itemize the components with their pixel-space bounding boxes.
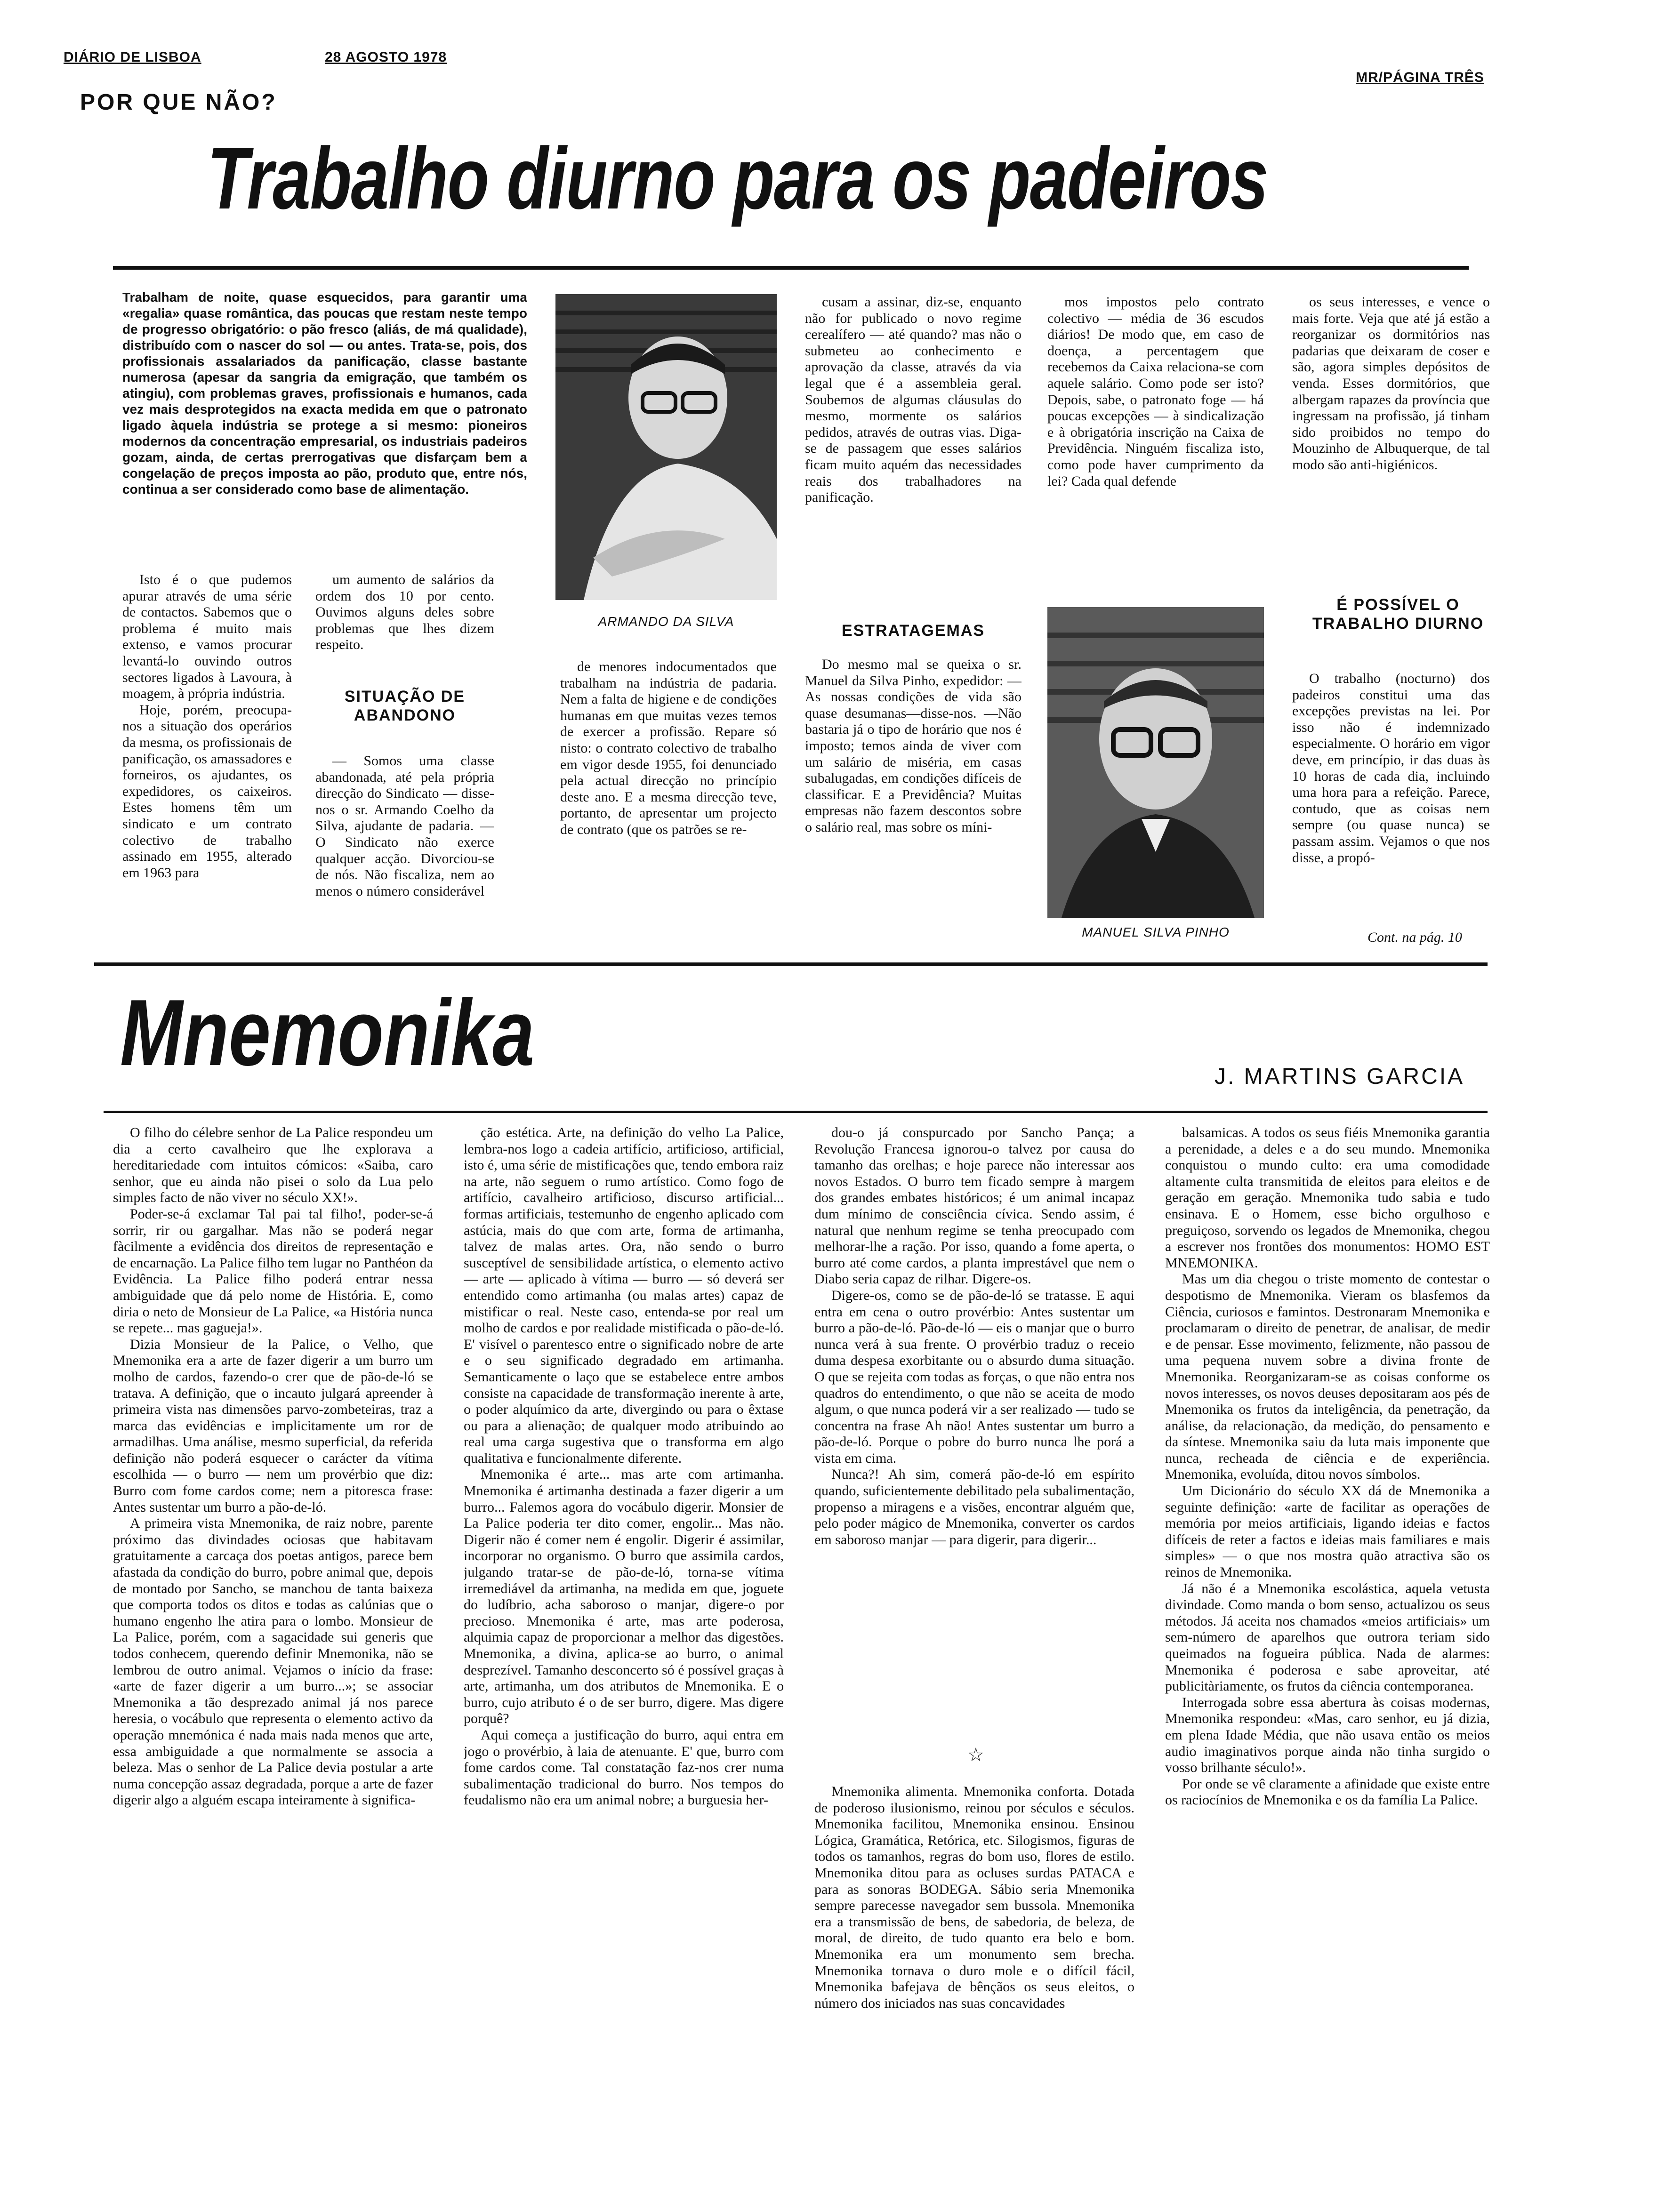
paragraph: Interrogada sobre essa abertura às coisas modernas, Mnemonika respondeu: «Mas, caro senhor, eu já dizia, em plena Idade Média, que não usava então os meios audio imaginativos porque ainda não tinha surgido o vosso brilhante século!». (1165, 1694, 1490, 1776)
kicker: POR QUE NÃO? (80, 90, 277, 115)
newspaper-name: DIÁRIO DE LISBOA (64, 49, 201, 65)
lead-paragraph (122, 289, 527, 555)
paragraph: mos impostos pelo contrato colectivo — média de 36 escudos diários! De modo que, em caso de doença, a percentagem que recebemos da Caixa relaciona-se com aquele salário. Como pode ser isto? Depois, sabe, o patronato foge — há poucas excepções — à sindicalização e à obrigatória inscrição na Caixa de Previdência. Ninguém fiscaliza isto, como pode haver cumprimento da lei? Cada qual defende (1047, 294, 1264, 489)
article1-col4b (805, 657, 1022, 951)
paragraph: O filho do célebre senhor de La Palice respondeu um dia a certo cavalheiro que lhe explorava a hereditariedade com intuitos cómicos: «Saiba, caro senhor, que eu ainda não pisei o solo da Lua pelo simples facto de não viver no século XX!». (113, 1125, 433, 1206)
mnemonika-rule (104, 1111, 1488, 1113)
paragraph: um aumento de salários da ordem dos 10 por cento. Ouvimos alguns deles sobre problemas que lhes dizem respeito. (315, 572, 494, 653)
paragraph: Poder-se-á exclamar Tal pai tal filho!, poder-se-á sorrir, rir ou gargalhar. Mas não se poderá negar fàcilmente a evidência dos direitos de representação e de encarnação. La Palice filho tem lugar no Panthéon da Evidência. La Palice filho poderá entrar nessa ambiguidade que dá pelo nome de História. E, como diria o neto de Monsieur de La Palice, «a História nunca se repete... mas gagueja!». (113, 1206, 433, 1336)
subheading-possivel: É POSSÍVEL O TRABALHO DIURNO (1312, 596, 1484, 633)
page-label: MR/PÁGINA TRÊS (1356, 70, 1484, 85)
mnemonika-title: Mnemonika (120, 980, 535, 1085)
article1-col2 (315, 572, 494, 666)
paragraph: Mnemonika é arte... mas arte com artimanha. Mnemonika é artimanha destinada a fazer digerir a um burro... Falemos agora do vocábulo digerir. Monsier de La Palice poderia ter dito comer, engolir... Mas não. Digerir não é comer nem é engolir. Digerir é assimilar, incorporar no organismo. O burro que assimila cardos, julgando tratar-se de pão-de-ló, torna-se vítima irremediável da artimanha, na medida em que, joguete do ludíbrio, acha saboroso o manjar, digere-o por precioso. Mnemonika é arte, mas arte poderosa, alquimia capaz de proporcionar a melhor das digestões. Mnemonika, a divina, aplica-se ao burro, o animal desprezível. Tamanho desconcerto só é possível graças à arte, artimanha, um dos atributos de Mnemonika. E o burro, cujo atributo é o de ser burro, digere. Mas digere porquê? (464, 1467, 784, 1727)
paragraph: Mas um dia chegou o triste momento de contestar o despotismo de Mnemonika. Vieram os blasfemos da Ciência, curiosos e famintos. Destronaram Mnemonika e proclamaram o direito de penetrar, de analisar, de medir e de pensar. Esse movimento, felizmente, não passou de uma pequena nuvem sobre a divina fronte de Mnemonika. Reorganizaram-se as coisas conforme os novos interesses, os novos deuses depositaram aos pés de Mnemonika os frutos da inteligência, da penetração, da análise, da relacionação, da medição, do pensamento e da síntese. Mnemonika saiu da luta mais imponente que nunca, recheada de ciência e de experiência. Mnemonika, evoluída, ditou novos símbolos. (1165, 1271, 1490, 1483)
paragraph: Mnemonika alimenta. Mnemonika conforta. Dotada de poderoso ilusionismo, reinou por séculos e séculos. Mnemonika facilitou, Mnemonika ensinou. Ensinou Lógica, Gramática, Retórica, etc. Silogismos, figuras de todos os tamanhos, regras do bom uso, flores de estilo. Mnemonika ditou para as ocluses surdas PATACA e para as sonoras BODEGA. Sábio seria Mnemonika sempre parecesse navegador sem bussola. Mnemonika era a transmissão de bens, de sabedoria, de beleza, de moral, de direito, de tudo quanto era belo e bom. Mnemonika era um monumento sem brecha. Mnemonika tornava o duro mole e o difícil fácil, Mnemonika bafejava de bênçãos os seus eleitos, o número dos iniciados nas suas concavidades (814, 1784, 1134, 2011)
subheading-situacao: SITUAÇÃO DE ABANDONO (344, 688, 466, 724)
paragraph: Do mesmo mal se queixa o sr. Manuel da Silva Pinho, expedidor: — As nossas condições de vida são quase desumanas—disse-nos. —Não bastaria já o tipo de horário que nos é imposto; temos ainda de viver com um salário de miséria, em casas subalugadas, em condições difíceis de classificar. E a Previdência? Muitas empresas não fazem descontos sobre o salário real, mas sobre os míni- (805, 657, 1022, 835)
mnemonika-col3 (814, 1125, 1134, 1737)
paragraph: Por onde se vê claramente a afinidade que existe entre os raciocínios de Mnemonika e os da família La Palice. (1165, 1776, 1490, 1808)
paragraph: Digere-os, como se de pão-de-ló se tratasse. E aqui entra em cena o outro provérbio: Antes sustentar um burro a pão-de-ló. Pão-de-ló — eis o manjar que o burro nunca verá à sua frente. O provérbio traduz o receio duma despesa exorbitante ou o absurdo duma situação. O que se rejeita com todas as forças, o que não entra nos quadros do entendimento, o que não se aceita de modo algum, o que nunca poderá vir a ser realizado — tudo se concentra na frase Ah não! Antes sustentar um burro a pão-de-ló. Porque o pobre do burro nunca lhe porá a vista em cima. (814, 1287, 1134, 1466)
section-divider (94, 962, 1488, 966)
paragraph: — Somos uma classe abandonada, até pela própria direcção do Sindicato — disse-nos o sr. Armando Coelho da Silva, ajudante de padaria. — O Sindicato não exerce qualquer acção. Divorciou-se de nós. Não fiscaliza, nem ao menos o número considerável (315, 753, 494, 899)
photo-armando-da-silva (555, 294, 777, 600)
paragraph: Já não é a Mnemonika escolástica, aquela vetusta divindade. Como manda o bom senso, actualizou os seus métodos. Já aceita nos chamados «meios artificiais» um sem-número de aparelhos que outrora teriam sido queimados na fogueira pública. Nada de alarmes: Mnemonika é poderosa e sabe aproveitar, até publicitàriamente, os frutos da ciência contemporanea. (1165, 1580, 1490, 1694)
paragraph: Hoje, porém, preocupa-nos a situação dos operários da mesma, os profissionais de panificação, os amassadores e forneiros, os ajudantes, os expedidores, os caixeiros. Estes homens têm um sindicato e um contrato colectivo de trabalho assinado em 1955, alterado em 1963 para (122, 702, 292, 881)
article1-col6 (1292, 294, 1490, 572)
paragraph: balsamicas. A todos os seus fiéis Mnemonika garantia a perenidade, a deles e a do seu mundo. Mnemonika conquistou o mundo culto: era uma comodidade altamente culta transmitida de eleitos para eleitos e de geração em geração. Mnemonika tudo sabia e tudo ensinava. E o Homem, esse bicho orgulhoso e preguiçoso, sorvendo os legados de Mnemonika, chegou a escrever nos frontões dos monumentos: HOMO EST MNEMONIKA. (1165, 1125, 1490, 1271)
article1-col2b (315, 753, 494, 951)
paragraph: cusam a assinar, diz-se, enquanto não for publicado o novo regime cerealífero — até quando? mas não o submeteu ao conhecimento e aprovação da classe, através da via legal que é a assembleia geral. Soubemos de algumas cláusulas do mesmo, mormente os salários pedidos, através de outras vias. Diga-se de passagem que esses salários ficam muito aquém das necessidades reais dos trabalhadores na panificação. (805, 294, 1022, 505)
caption-armando: ARMANDO DA SILVA (598, 614, 734, 629)
headline-rule (113, 266, 1469, 270)
article1-col5 (1047, 294, 1264, 595)
mnemonika-col1 (113, 1125, 433, 2151)
issue-date: 28 AGOSTO 1978 (325, 49, 447, 65)
article1-col1 (122, 572, 292, 948)
mnemonika-col4 (1165, 1125, 1490, 2151)
paragraph: Dizia Monsieur de la Palice, o Velho, que Mnemonika era a arte de fazer digerir a um burro um molho de cardos, fazendo-o crer que de pão-de-ló se tratava. A definição, que o incauto julgará apreender à primeira vista nas dimensões parvo-zombeteiras, traz a marca das evidências e implicitamente um ror de armadilhas. Uma análise, mesmo superficial, da referida definição não poderá esquecer o carácter da vítima escolhida — o burro — nem um provérbio que diz: Burro com fome cardos come; nem a pitoresca frase: Antes sustentar um burro a pão-de-ló. (113, 1336, 433, 1515)
article1-col4 (805, 294, 1022, 614)
subheading-estratagemas: ESTRATAGEMAS (841, 622, 985, 640)
paragraph: Um Dicionário do século XX dá de Mnemonika a seguinte definição: «arte de facilitar as operações de memória por meios artificiais, ligando ideias e factos difíceis de reter a factos e ideias mais familiares e mais simples» — o que nos mostra quão atractiva são os reinos de Mnemonika. (1165, 1483, 1490, 1580)
mnemonika-col3b (814, 1784, 1134, 2151)
continuation-note: Cont. na pág. 10 (1367, 930, 1462, 945)
paragraph: ção estética. Arte, na definição do velho La Palice, lembra-nos logo a cadeia artifício, artificioso, artificial, isto é, uma série de mistificações que, tendo embora raiz na arte, não seguem o rumo artístico. Como fogo de artifício, cavalheiro artificioso, discurso artificial... formas artificiais, testemunho de engenho aplicado com astúcia, mais do que com arte, forma de artimanha, talvez de malas artes. Ora, não sendo o burro susceptível de sensibilidade artística, o elemento activo — arte — aplicado à vítima — burro — só deverá ser entendido como artimanha (ou malas artes) capaz de mistificar o real. Neste caso, entenda-se por real um molho de cardos e por realidade mistificada o pão-de-ló. E' visível o parentesco entre o significado nobre de arte e o seu significado degradado em artimanha. Semanticamente o laço que se estabelece entre ambos consiste na capacidade de transformação inerente à arte, o poder alquímico da arte, divergindo ou para o êxtase ou para a alienação; de qualquer modo atribuindo ao real uma carga sugestiva que o transforma em algo qualitativa e funcionalmente diferente. (464, 1125, 784, 1466)
paragraph: Nunca?! Ah sim, comerá pão-de-ló em espírito quando, suficientemente debilitado pela subalimentação, propenso a miragens e a visões, encontrar alguém que, pelo poder mágico de Mnemonika, converter os cardos em saboroso manjar — para digerir, para digerir... (814, 1467, 1134, 1547)
paragraph: O trabalho (nocturno) dos padeiros constitui uma das excepções previstas na lei. Por isso não é indemnizado especialmente. O horário em vigor deve, em princípio, ir das duas às 10 horas de cada dia, incluindo uma hora para a refeição. Parece, contudo, que as coisas nem sempre (ou quase nunca) se passam assim. Vejamos o que nos disse, a propó- (1292, 671, 1490, 866)
headline: Trabalho diurno para os padeiros (207, 130, 1268, 227)
paragraph: os seus interesses, e vence o mais forte. Veja que até já estão a reorganizar os dormitórios nas padarias que deixaram de coser e são, agora simples depósitos de venda. Esses dormitórios, que albergam rapazes da província que ingressam na profissão, já tinham sido proibidos no tempo do Mouzinho de Albuquerque, de tal modo são anti-higiénicos. (1292, 294, 1490, 473)
paragraph: dou-o já conspurcado por Sancho Pança; a Revolução Francesa ignorou-o talvez por causa do tamanho das orelhas; e hoje parece não interessar aos novos Estados. O burro tem ficado sempre à margem dos grandes embates históricos; é um animal incapaz dum mínimo de consciência cívica. Sendo assim, é natural que nenhum regime se tenha preocupado com melhorar-lhe a ração. Por isso, quando a fome aperta, o burro até come cardos, a planta imprestável que nem o Diabo seria capaz de rilhar. Digere-os. (814, 1125, 1134, 1287)
article1-col3 (560, 659, 777, 951)
paragraph: de menores indocumentados que trabalham na indústria de padaria. Nem a falta de higiene e de condições humanas em que muitas vezes temos de exercer a profissão. Repare só nisto: o contrato colectivo de trabalho em vigor desde 1955, foi denunciado pela actual direcção no princípio deste ano. E a mesma direcção teve, portanto, de apresentar um projecto de contrato (que os patrões se re- (560, 659, 777, 837)
caption-manuel: MANUEL SILVA PINHO (1082, 925, 1230, 939)
lead-text: Trabalham de noite, quase esquecidos, para garantir uma «regalia» quase romântica, das poucas que restam neste tempo de progresso obrigatório: o pão fresco (aliás, de má qualidade), distribuído com o nascer do sol — ou antes. Trata-se, pois, dos profissionais assalariados da panificação, classe bastante numerosa (apesar da sangria da emigração, que também os atingiu), com problemas graves, profissionais e humanos, cada vez mais desprotegidos na exacta medida em que o patronato ligado àquela indústria se protege a si mesmo: pioneiros modernos da concentração empresarial, os industriais padeiros gozam, ainda, de certas prerrogativas que disfarçam bem a congelação de preços imposta ao pão, produto que, entre nós, continua a ser considerado como base de alimentação. (122, 290, 527, 497)
star-ornament: ☆ (967, 1744, 984, 1765)
article1-col6b (1292, 671, 1490, 925)
paragraph: Isto é o que pudemos apurar através de uma série de contactos. Sabemos que o problema é muito mais extenso, e vamos procurar levantá-lo ouvindo outros sectores ligados à Lavoura, à moagem, à própria indústria. (122, 572, 292, 702)
photo-manuel-silva-pinho (1047, 607, 1264, 918)
byline: J. MARTINS GARCIA (1215, 1064, 1465, 1089)
mnemonika-col2 (464, 1125, 784, 2151)
paragraph: Aqui começa a justificação do burro, aqui entra em jogo o provérbio, à laia de atenuante. E' que, burro com fome cardos come. Tal constatação faz-nos crer numa subalimentação tradicional do burro. Nos tempos do feudalismo não era um animal nobre; a burguesia her- (464, 1727, 784, 1808)
paragraph: A primeira vista Mnemonika, de raiz nobre, parente próximo das divindades ociosas que habitavam gratuitamente a carcaça dos poetas antigos, parece bem afastada da condição do burro, pobre animal que, depois de montado por Sancho, se manchou de tanta baixeza que comporta todos os ditos e todas as calúnias que o humano engenho lhe atira para o lombo. Monsieur de La Palice, porém, com a sagacidade sui generis que todos conhecem, querendo definir Mnemonika, não se lembrou de outro animal. Vejamos o início da frase: «arte de fazer digerir a um burro...»; se associar Mnemonika a tão desprezado animal já nos parece heresia, o vocábulo que representa o elemento activo da operação mnemónica é nada mais nada menos que arte, essa ambiguidade a que normalmente se associa a beleza. Mas o senhor de La Palice devia postular a arte numa concepção assaz degradada, porque a arte de fazer digerir algo a alguém escapa inteiramente à significa- (113, 1515, 433, 1808)
